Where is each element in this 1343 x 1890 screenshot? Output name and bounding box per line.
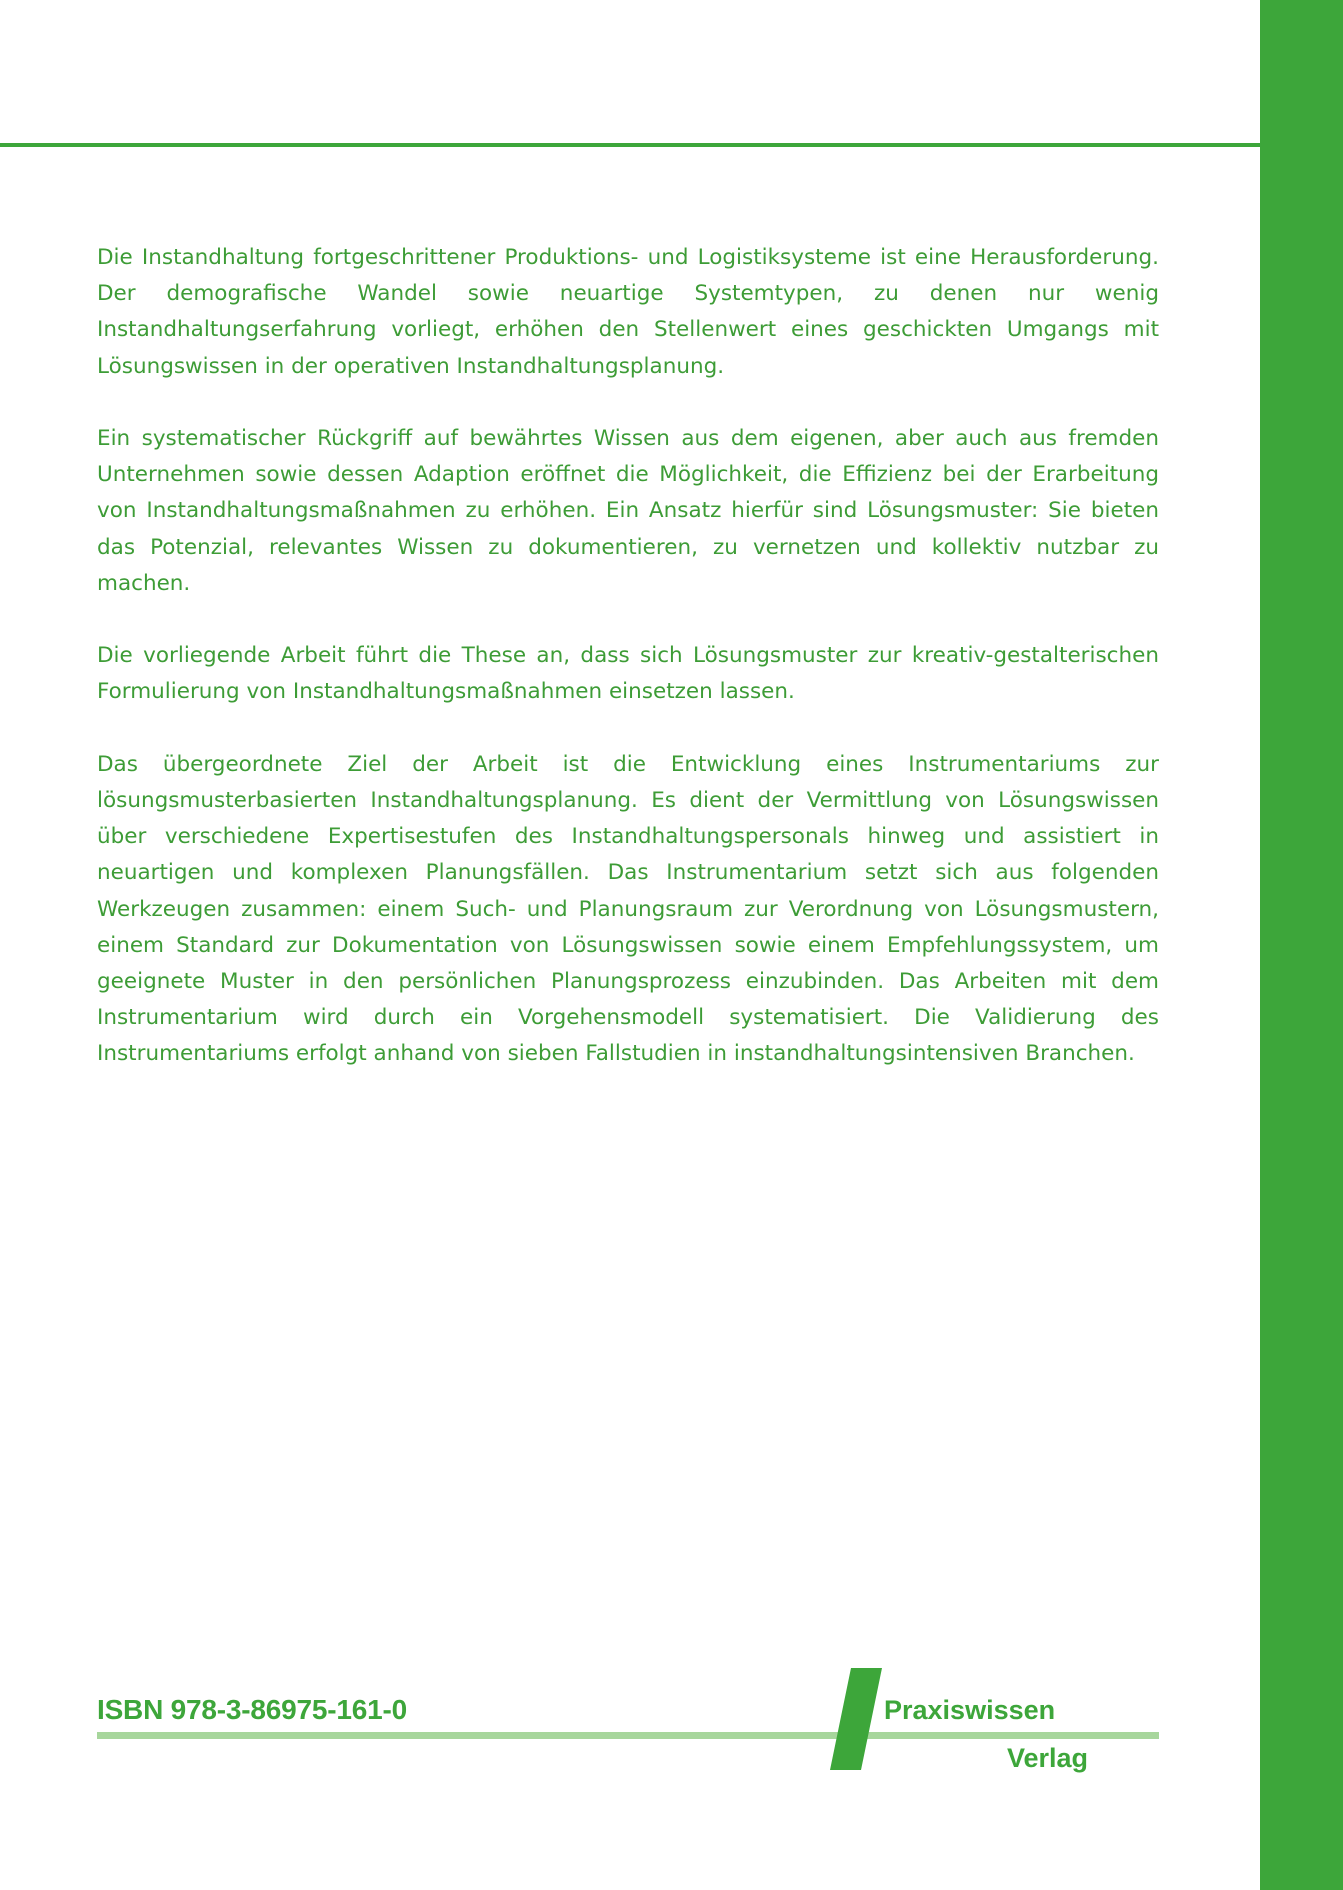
- top-divider: [0, 143, 1260, 147]
- back-cover-blurb: [97, 240, 1159, 1109]
- blurb-paragraph-3: Die vorliegende Arbeit führt die These an, dass sich Lösungsmuster zur kreativ-gestalterischen Formulierung von Instandhaltungsmaßnahmen einsetzen lassen.: [97, 643, 1159, 705]
- footer-divider: [97, 1732, 1159, 1739]
- slash-logo-icon: [830, 1668, 890, 1770]
- side-color-bar: [1260, 0, 1343, 1890]
- blurb-paragraph-4: Das übergeordnete Ziel der Arbeit ist die Entwicklung eines Instrumentariums zur lösungsmusterbasierten Instandhaltungsplanung. Es dient der Vermittlung von Lösungswissen über verschiedene Expertisestufen des Instandhaltungspersonals hinweg und assistiert in neuartigen und komplexen Planungsfällen. Das Instrumentarium setzt sich aus folgenden Werkzeugen zusammen: einem Such- und Planungsraum zur Verordnung von Lösungsmustern, einem Standard zur Dokumentation von Lösungswissen sowie einem Empfehlungssystem, um geeignete Muster in den persönlichen Planungsprozess einzubinden. Das Arbeiten mit dem Instrumentarium wird durch ein Vorgehensmodell systematisiert. Die Validierung des Instrumentariums erfolgt anhand von sieben Fallstudien in instandhaltungsintensiven Branchen.: [97, 751, 1159, 1067]
- publisher-verlag: Verlag: [1007, 1743, 1089, 1773]
- blurb-paragraph-1: Die Instandhaltung fortgeschrittener Produktions- und Logistiksysteme ist eine Herausforderung. Der demografische Wandel sowie neuartige Systemtypen, zu denen nur wenig Instandhaltungserfahrung vorliegt, erhöhen den Stellenwert eines geschickten Umgangs mit Lösungswissen in der operativen Instandhaltungsplanung.: [97, 245, 1159, 379]
- blurb-paragraph-2: Ein systematischer Rückgriff auf bewährtes Wissen aus dem eigenen, aber auch aus fremden Unternehmen sowie dessen Adaption eröffnet die Möglichkeit, die Effizienz bei der Erarbeitung von Instandhaltungsmaßnahmen zu erhöhen. Ein Ansatz hierfür sind Lösungsmuster: Sie bieten das Potenzial, relevantes Wissen zu dokumentieren, zu vernetzen und kollektiv nutzbar zu machen.: [97, 426, 1159, 596]
- publisher-name: Praxiswissen: [884, 1695, 1056, 1725]
- isbn-number: ISBN 978-3-86975-161-0: [97, 1694, 408, 1725]
